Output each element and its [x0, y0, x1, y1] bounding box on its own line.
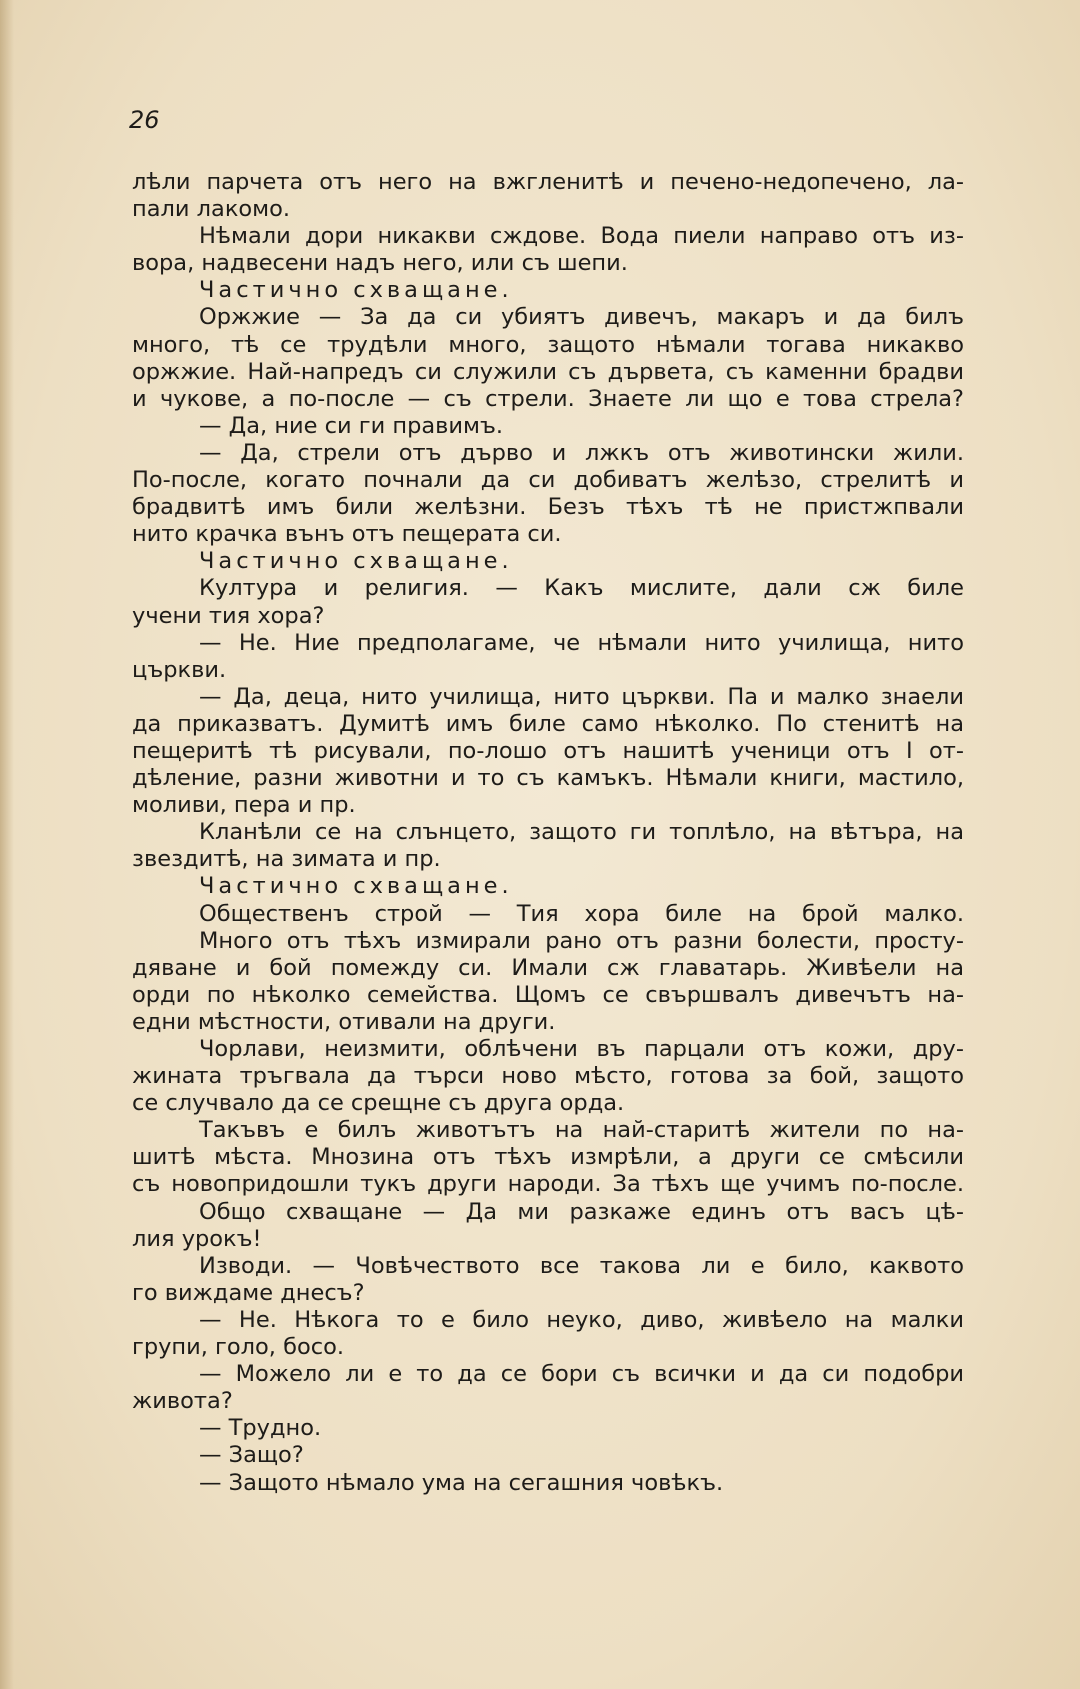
text-line: орди по нѣколко семейства. Щомъ се свършвалъ дивечътъ на-: [132, 981, 964, 1008]
text-line: По-после, когато почнали да си добиватъ желѣзо, стрелитѣ и: [132, 467, 964, 494]
text-line: Чорлави, неизмити, облѣчени въ парцали отъ кожи, дру-: [199, 1036, 964, 1062]
text-line: учени тия хора?: [132, 602, 325, 629]
text-line: Частично схващане.: [199, 873, 513, 900]
text-line: пещеритѣ тѣ рисували, по-лошо отъ нашитѣ ученици отъ I от-: [132, 737, 964, 764]
text-line: Изводи. — Човѣчеството все такова ли е било, каквото: [199, 1252, 964, 1279]
text-line: съ новопридошли тукъ други народи. За тѣхъ ще учимъ по-после.: [132, 1171, 964, 1198]
text-line: Частично схващане.: [199, 548, 513, 575]
text-line: лия урокъ!: [132, 1225, 262, 1252]
text-line: — Трудно.: [199, 1415, 322, 1442]
text-line: Много отъ тѣхъ измирали рано отъ разни болести, просту-: [199, 927, 964, 954]
text-line: — Да, деца, нито училища, нито църкви. Па и малко знаели: [199, 683, 964, 710]
text-line: Общо схващане — Да ми разкаже единъ отъ васъ цѣ-: [199, 1198, 964, 1225]
text-line: дѣление, разни животни и то съ камъкъ. Нѣмали книги, мастило,: [132, 765, 964, 792]
text-line: Общественъ строй — Тия хора биле на брой малко.: [199, 900, 964, 927]
body-text: [132, 169, 964, 1497]
text-line: Такъвъ е билъ животътъ на най-старитѣ жители по на-: [199, 1117, 964, 1144]
text-line: — Да, ние си ги правимъ.: [199, 412, 504, 439]
text-line: и чукове, а по-после — съ стрели. Знаете ли що е това стрела?: [132, 385, 964, 412]
text-line: брадвитѣ имъ били желѣзни. Безъ тѣхъ тѣ не пристжпвали: [132, 494, 964, 521]
text-line: шитѣ мѣста. Мнозина отъ тѣхъ измрѣли, а други се смѣсили: [132, 1144, 964, 1171]
text-line: оржжие. Най-напредъ си служили съ дървета, съ каменни брадви: [132, 358, 964, 385]
text-line: да приказватъ. Думитѣ имъ биле само нѣколко. По стенитѣ на: [132, 710, 964, 737]
text-line: Частично схващане.: [199, 277, 513, 304]
text-line: пали лакомо.: [132, 196, 291, 223]
text-line: се случвало да се срещне съ друга орда.: [132, 1090, 625, 1117]
text-line: Кланѣли се на слънцето, защото ги топлѣло, на вѣтъра, на: [199, 819, 964, 846]
text-line: дяване и бой помежду си. Имали сж главатарь. Живѣели на: [132, 954, 964, 981]
page-number: 26: [129, 106, 160, 134]
text-line: звездитѣ, на зимата и пр.: [132, 846, 441, 873]
text-line: групи, голо, босо.: [132, 1334, 345, 1361]
text-line: — Защо?: [199, 1442, 304, 1469]
text-line: — Защото нѣмало ума на сегашния човѣкъ.: [199, 1469, 724, 1496]
text-line: жината тръгвала да търси ново мѣсто, готова за бой, защото: [132, 1063, 964, 1090]
text-line: църкви.: [132, 656, 227, 683]
text-line: го виждаме днесъ?: [132, 1279, 365, 1306]
text-line: много, тѣ се трудѣли много, защото нѣмали тогава никакво: [132, 331, 964, 358]
text-line: лѣли парчета отъ него на вжгленитѣ и печено-недопечено, ла-: [132, 169, 964, 195]
text-line: — Не. Нѣкога то е било неуко, диво, живѣело на малки: [199, 1306, 964, 1333]
text-line: вора, надвесени надъ него, или съ шепи.: [132, 250, 628, 277]
text-line: Култура и религия. — Какъ мислите, дали сж биле: [199, 575, 964, 602]
text-line: — Да, стрели отъ дърво и лжкъ отъ животински жили.: [199, 439, 964, 466]
text-line: Оржжие — За да си убиятъ дивечъ, макаръ и да билъ: [199, 304, 964, 331]
text-line: Нѣмали дори никакви сждове. Вода пиели направо отъ из-: [199, 223, 964, 250]
text-line: нито крачка вънъ отъ пещерата си.: [132, 521, 562, 548]
text-line: моливи, пера и пр.: [132, 792, 356, 819]
text-line: живота?: [132, 1388, 233, 1415]
text-line: — Можело ли е то да се бори съ всички и да си подобри: [199, 1361, 964, 1388]
text-line: — Не. Ние предполагаме, че нѣмали нито училища, нито: [199, 629, 964, 656]
page-edge-shadow: [0, 0, 14, 1689]
text-line: едни мѣстности, отивали на други.: [132, 1008, 556, 1035]
